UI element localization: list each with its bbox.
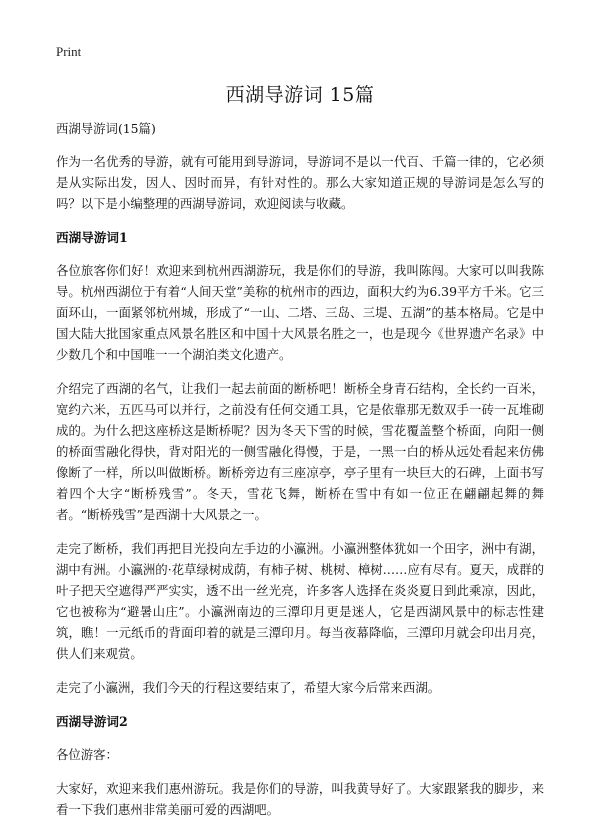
section-paragraph: 大家好，欢迎来我们惠州游玩。我是你们的导游，叫我黄导好了。大家跟紧我的脚步，来看一下我们惠州非常美丽可爱的西湖吧。 bbox=[56, 781, 544, 817]
document-subtitle: 西湖导游词(15篇) bbox=[56, 121, 156, 136]
print-link[interactable]: Print bbox=[56, 44, 82, 59]
section-heading: 西湖导游词2 bbox=[56, 714, 128, 729]
document-title: 西湖导游词 15篇 bbox=[225, 84, 375, 106]
intro-paragraph: 作为一名优秀的导游，就有可能用到导游词，导游词不是以一代百、千篇一律的，它必须是从实际出发，因人、因时而异，有针对性的。那么大家知道正规的导游词是怎么写的吗？以下是小编整理的西湖导游词，欢迎阅读与收藏。 bbox=[56, 154, 544, 211]
section-paragraph: 走完了小瀛洲，我们今天的行程这要结束了，希望大家今后常来西湖。 bbox=[56, 680, 441, 695]
section-paragraph: 各位旅客你们好！欢迎来到杭州西湖游玩，我是你们的导游，我叫陈闯。大家可以叫我陈导。杭州西湖位于有着“人间天堂”美称的杭州市的西边，面积大约为6.39平方千米。它三面环山，一面紧邻杭州城，形成了“一山、二塔、三岛、三堤、五湖”的基本格局。它是中国大陆大批国家重点风景名胜区和中国十大风景名胜之一，也是现今《世界遗产名录》中少数几个和中国唯一一个湖泊类文化遗产。 bbox=[56, 263, 544, 362]
document-body bbox=[56, 118, 544, 833]
section-heading: 西湖导游词1 bbox=[56, 230, 128, 245]
section-paragraph: 各位游客： bbox=[56, 747, 118, 762]
section-paragraph: 走完了断桥，我们再把目光投向左手边的小瀛洲。小瀛洲整体犹如一个田字，洲中有湖，湖中有洲。小瀛洲的·花草绿树成荫，有柿子树、桃树、樟树……应有尽有。夏天，成群的叶子把天空遮得严严实实，透不出一丝光亮，许多客人选择在炎炎夏日到此乘凉，因此，它也被称为“避暑山庄”。小瀛洲南边的三潭印月更是迷人，它是西湖风景中的标志性建筑，瞧！一元纸币的背面印着的就是三潭印月。每当夜幕降临，三潭印月就会印出月亮，供人们来观赏。 bbox=[56, 541, 544, 661]
section-paragraph: 介绍完了西湖的名气，让我们一起去前面的断桥吧！断桥全身青石结构，全长约一百米，宽约六米，五匹马可以并行，之前没有任何交通工具，它是依靠那无数双手一砖一瓦堆砌成的。为什么把这座桥这是断桥呢？因为冬天下雪的时候，雪花覆盖整个桥面，向阳一侧的桥面雪融化得快，背对阳光的一侧雪融化得慢，于是，一黑一白的桥从远处看起来仿佛像断了一样，所以叫做断桥。断桥旁边有三座凉亭，亭子里有一块巨大的石碑，上面书写着四个大字“断桥残雪”。冬天，雪花飞舞，断桥在雪中有如一位正在翩翩起舞的舞者。“断桥残雪”是西湖十大风景之一。 bbox=[56, 381, 544, 522]
